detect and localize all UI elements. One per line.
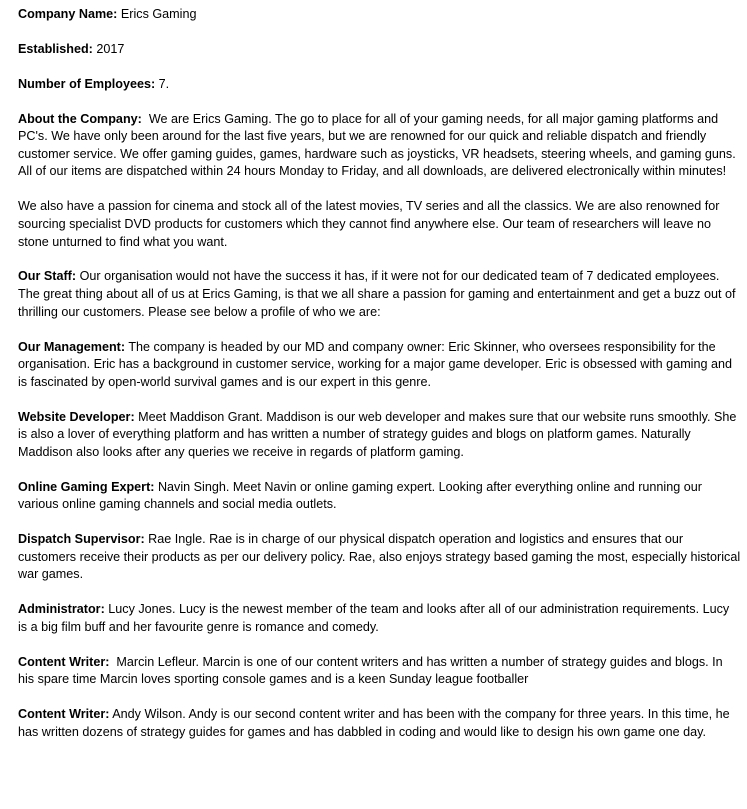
profile-website-developer <box>18 409 741 462</box>
profile-label: Website Developer: <box>18 409 135 424</box>
established-line <box>18 41 741 59</box>
profile-administrator <box>18 601 741 636</box>
profile-label: Our Management: <box>18 339 126 354</box>
profile-text: Lucy Jones. Lucy is the newest member of the team and looks after all of our administration requirements. Lucy is a big film buff and her favourite genre is romance and comedy. <box>18 602 730 634</box>
profile-label: Content Writer: <box>18 654 110 669</box>
profile-text: Marcin Lefleur. Marcin is one of our content writers and has written a number of strategy guides and blogs. In his spare time Marcin loves sporting console games and is a keen Sunday league footballer <box>18 654 723 687</box>
staff-text: Our organisation would not have the success it has, if it were not for our dedicated team of 7 dedicated employees. The great thing about all of us at Erics Gaming, is that we all share a passion for gaming and entertainment and get a buzz out of thrilling our customers. Please see below a profile of who we are: <box>18 269 736 319</box>
profile-text: Andy Wilson. Andy is our second content writer and has been with the company for three years. In this time, he has written dozens of strategy guides for games and has dabbled in coding and would like to design his own game one day. <box>18 707 730 739</box>
company-name-label: Company Name: <box>18 7 118 21</box>
employees-line <box>18 76 741 94</box>
profile-dispatch-supervisor <box>18 531 741 584</box>
employees-value: 7. <box>158 76 170 91</box>
profile-label: Administrator: <box>18 602 105 617</box>
profile-text: The company is headed by our MD and company owner: Eric Skinner, who oversees responsibility for the organisation. Eric has a background in customer service, working for a major game developer. Eric is obsessed with gaming and is fascinated by open-world survival games and is our expert in this genre. <box>18 339 733 389</box>
profile-text: Meet Maddison Grant. Maddison is our web developer and makes sure that our website runs smoothly. She is also a lover of everything platform and has written a number of strategy guides and blogs on platform games. Naturally Maddison also looks after any queries we receive in regards of platform gaming. <box>18 409 737 459</box>
company-name-line <box>18 6 741 24</box>
about-paragraph <box>18 111 741 181</box>
staff-paragraph <box>18 268 741 321</box>
profile-label: Content Writer: <box>18 707 110 722</box>
cinema-text: We also have a passion for cinema and stock all of the latest movies, TV series and all the classics. We are also renowned for sourcing specialist DVD products for customers which they cannot find anywhere else. Our team of researchers will leave no stone unturned to find what you want. <box>18 199 720 249</box>
profile-label: Online Gaming Expert: <box>18 479 155 494</box>
company-name-value: Erics Gaming <box>120 7 197 21</box>
cinema-paragraph <box>18 198 741 251</box>
profile-online-gaming-expert <box>18 479 741 514</box>
established-value: 2017 <box>96 41 125 56</box>
profile-label: Dispatch Supervisor: <box>18 532 145 547</box>
established-label: Established: <box>18 41 93 56</box>
profile-text: Navin Singh. Meet Navin or online gaming expert. Looking after everything online and running our various online gaming channels and social media outlets. <box>18 479 702 512</box>
profile-text: Rae Ingle. Rae is in charge of our physical dispatch operation and logistics and ensures that our customers receive their products as per our delivery policy. Rae, also enjoys strategy based gaming the most, especially historical war games. <box>18 532 741 582</box>
about-text: We are Erics Gaming. The go to place for all of your gaming needs, for all major gaming platforms and PC's. We have only been around for the last five years, but we are renowned for our quick and reliable dispatch and friendly customer service. We offer gaming guides, games, hardware such as joysticks, VR headsets, steering wheels, and gaming guns. All of our items are dispatched within 24 hours Monday to Friday, and all downloads, are delivered electronically within minutes! <box>18 111 736 179</box>
profile-management <box>18 339 741 392</box>
profile-content-writer-2 <box>18 706 741 741</box>
employees-label: Number of Employees: <box>18 76 156 91</box>
profile-content-writer-1 <box>18 654 741 689</box>
about-label: About the Company: <box>18 111 142 126</box>
staff-label: Our Staff: <box>18 269 77 284</box>
